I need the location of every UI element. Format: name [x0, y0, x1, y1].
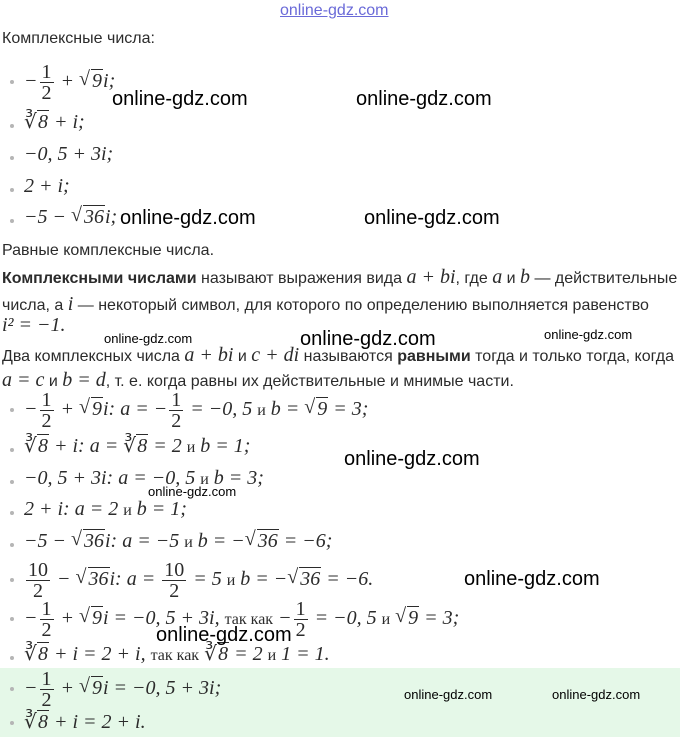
definition-line-3: i² = −1.	[2, 314, 66, 336]
definition-line-1: Комплексными числами называют выражения вида a + bi, где a и b — действительные	[2, 266, 678, 288]
watermark: online-gdz.com	[544, 327, 633, 342]
list-item-4: 2 + i;	[24, 175, 70, 197]
answer-item-2: ∛ 8 + i = 2 + i.	[24, 711, 146, 734]
list-item-1: − $\frac{1}{2}$ + √ 9i;	[24, 62, 115, 103]
eq-item-8: ∛ 8 + i = 2 + i, так как ∛ 8 = 2 и 1 = 1.	[24, 643, 330, 666]
bullet	[10, 480, 14, 484]
watermark: online-gdz.com	[344, 448, 480, 470]
bullet	[10, 408, 14, 412]
bullet	[10, 448, 14, 452]
watermark: online-gdz.com	[112, 88, 248, 110]
list-item-5: −5 − √ 36i;	[24, 206, 117, 229]
eq-item-4: 2 + i: a = 2 и b = 1;	[24, 498, 187, 520]
eq-item-3: −0, 5 + 3i: a = −0, 5 и b = 3;	[24, 467, 264, 489]
definition-bold: Комплексными числами	[2, 270, 197, 287]
bullet	[10, 156, 14, 160]
watermark: online-gdz.com	[148, 484, 237, 499]
watermark: online-gdz.com	[156, 624, 292, 646]
bullet	[10, 511, 14, 515]
eq-item-1: − $\frac{1}{2}$ + √ 9i: a = − $\frac{1}{2}$ = −0, 5 и b = √ 9 = 3;	[24, 390, 368, 431]
definition-line-2: числа, а i — некоторый символ, для которого по определению выполняется равенство	[2, 293, 649, 315]
watermark: online-gdz.com	[552, 687, 641, 702]
eq-item-2: ∛ 8 + i: a = ∛ 8 = 2 и b = 1;	[24, 435, 250, 458]
bullet	[10, 617, 14, 621]
watermark: online-gdz.com	[364, 207, 500, 229]
watermark: online-gdz.com	[464, 568, 600, 590]
bullet	[10, 80, 14, 84]
eq-item-5: −5 − √ 36i: a = −5 и b = −√ 36 = −6;	[24, 530, 332, 553]
list-item-3: −0, 5 + 3i;	[24, 143, 114, 165]
answer-item-1: − $\frac{1}{2}$ + √ 9i = −0, 5 + 3i;	[24, 669, 221, 710]
watermark: online-gdz.com	[120, 207, 256, 229]
bullet	[10, 124, 14, 128]
bullet	[10, 721, 14, 725]
watermark: online-gdz.com	[300, 328, 436, 350]
equality-line-2: a = c и b = d, т. е. когда равны их действительные и мнимые части.	[2, 369, 514, 391]
equality-line-1: Два комплексных числа a + bi и c + di называются равными тогда и только тогда, когда	[2, 344, 674, 366]
watermark: online-gdz.com	[104, 331, 193, 346]
watermark: online-gdz.com	[356, 88, 492, 110]
bullet	[10, 219, 14, 223]
bullet	[10, 543, 14, 547]
bullet	[10, 656, 14, 660]
bullet	[10, 188, 14, 192]
list-item-2: ∛ 8 + i;	[24, 111, 85, 134]
bullet	[10, 578, 14, 582]
eq-item-6: $\frac{10}{2}$ − √ 36i: a = $\frac{10}{2}$ = 5 и b = −√ 36 = −6.	[24, 560, 373, 601]
section1-title: Комплексные числа:	[2, 30, 155, 47]
section2-title: Равные комплексные числа.	[2, 242, 215, 259]
watermark: online-gdz.com	[404, 687, 493, 702]
eq-item-7: − $\frac{1}{2}$ + √ 9i = −0, 5 + 3i, так как − $\frac{1}{2}$ = −0, 5 и √ 9 = 3;	[24, 599, 459, 640]
bullet	[10, 687, 14, 691]
header-watermark: online-gdz.com	[280, 2, 389, 19]
